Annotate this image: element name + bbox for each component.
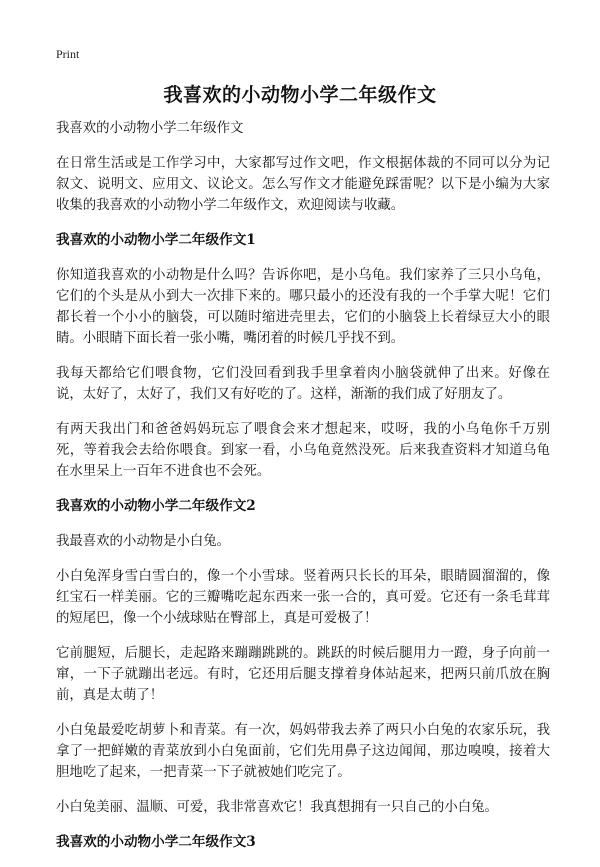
intro-paragraph: 在日常生活或是工作学习中，大家都写过作文吧，作文根据体裁的不同可以分为记叙文、说明文、应用文、议论文。怎么写作文才能避免踩雷呢？以下是小编为大家收集的我喜欢的小动物小学二年级作文，欢迎阅读与收藏。 xyxy=(56,156,550,213)
section-2-paragraph-5: 小白兔美丽、温顺、可爱，我非常喜欢它！我真想拥有一只自己的小白兔。 xyxy=(56,800,498,815)
document-subtitle: 我喜欢的小动物小学二年级作文 xyxy=(56,121,244,136)
section-1-paragraph-1: 你知道我喜欢的小动物是什么吗？告诉你吧，是小乌龟。我们家养了三只小乌龟，它们的个头是从小到大一次排下来的。哪只最小的还没有我的一个手掌大呢！它们都长着一个小小的脑袋，可以随时缩进壳里去，它们的小脑袋上长着绿豆大小的眼睛。小眼睛下面长着一张小嘴，嘴闭着的时候几乎找不到。 xyxy=(56,268,550,346)
section-heading-3: 我喜欢的小动物小学二年级作文3 xyxy=(56,834,256,850)
section-2-paragraph-2: 小白兔浑身雪白雪白的，像一个小雪球。竖着两只长长的耳朵，眼睛圆溜溜的，像红宝石一样美丽。它的三瓣嘴吃起东西来一张一合的，真可爱。它还有一条毛茸茸的短尾巴，像一个小绒球贴在臀部上，真是可爱极了！ xyxy=(56,569,550,626)
page-title: 我喜欢的小动物小学二年级作文 xyxy=(163,84,437,106)
print-link[interactable]: Print xyxy=(56,47,80,61)
section-2-paragraph-3: 它前腿短，后腿长，走起路来蹦蹦跳跳的。跳跃的时候后腿用力一蹬，身子向前一窜，一下子就蹦出老远。有时，它还用后腿支撑着身体站起来，把两只前爪放在胸前，真是太萌了！ xyxy=(56,646,550,703)
section-2-paragraph-1: 我最喜欢的小动物是小白兔。 xyxy=(56,534,231,549)
section-2-paragraph-4: 小白兔最爱吃胡萝卜和青菜。有一次，妈妈带我去养了两只小白兔的农家乐玩，我拿了一把鲜嫩的青菜放到小白兔面前，它们先用鼻子这边闻闻，那边嗅嗅，接着大胆地吃了起来，一把青菜一下子就被她们吃完了。 xyxy=(56,723,550,780)
section-1-paragraph-2: 我每天都给它们喂食物，它们没回看到我手里拿着肉小脑袋就伸了出来。好像在说，太好了，太好了，我们又有好吃的了。这样，渐渐的我们成了好朋友了。 xyxy=(56,366,550,402)
section-1-paragraph-3: 有两天我出门和爸爸妈妈玩忘了喂食会来才想起来，哎呀，我的小乌龟你千万别死，等着我会去给你喂食。到家一看，小乌龟竟然没死。后来我查资料才知道乌龟在水里呆上一百年不进食也不会死。 xyxy=(56,422,550,479)
section-heading-1: 我喜欢的小动物小学二年级作文1 xyxy=(56,232,256,248)
section-heading-2: 我喜欢的小动物小学二年级作文2 xyxy=(56,498,256,514)
document-body xyxy=(56,118,550,867)
